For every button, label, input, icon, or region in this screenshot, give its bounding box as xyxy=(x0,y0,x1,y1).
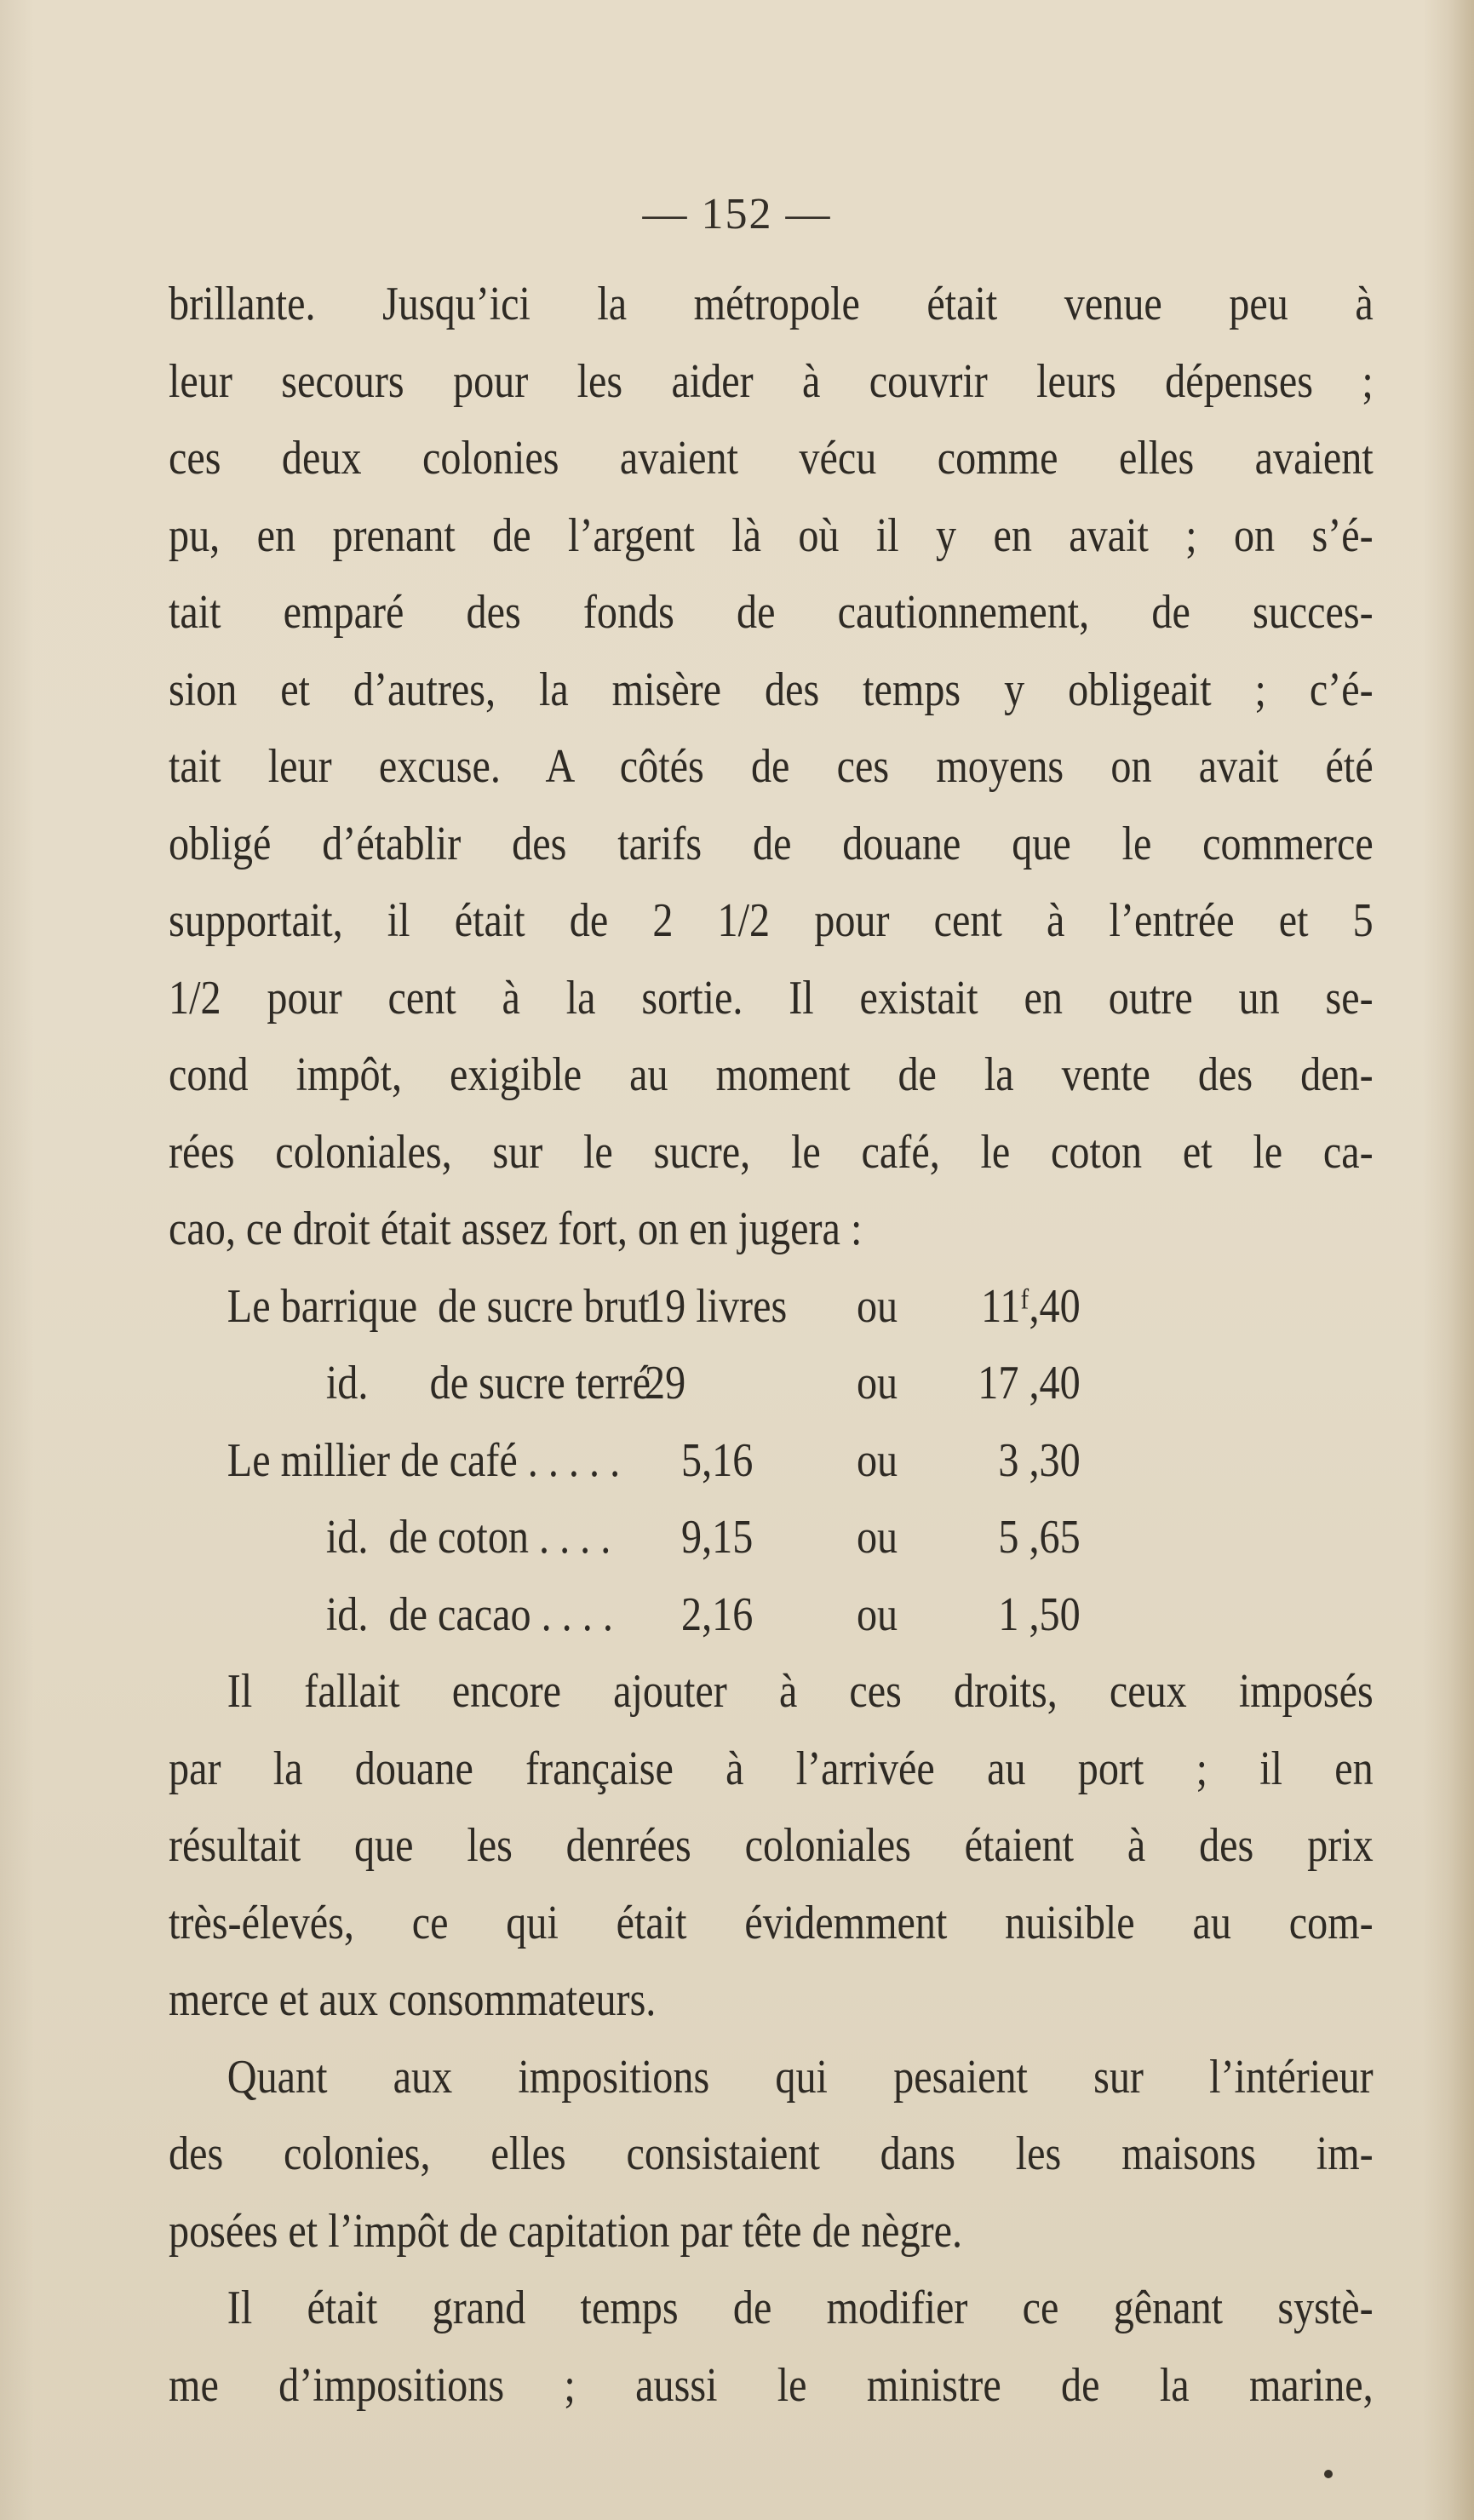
text-line: tait emparé des fonds de cautionnement, de succes- xyxy=(169,586,1374,639)
tariff-value: 17 ,40 xyxy=(978,1357,1081,1409)
tariff-label-product: de café . . . . . xyxy=(400,1433,621,1487)
text-line: Il fallait encore ajouter à ces droits, ceux imposés xyxy=(227,1665,1374,1718)
text-line: rées coloniales, sur le sucre, le café, le coton et le ca- xyxy=(169,1125,1374,1179)
tariff-quantity: 29 xyxy=(645,1357,686,1409)
tariff-quantity: 2,16 xyxy=(681,1587,754,1641)
text-line: résultait que les denrées coloniales étaient à des prix xyxy=(169,1819,1374,1872)
tariff-quantity: 9,15 xyxy=(681,1511,754,1564)
text-line: merce et aux consommateurs. xyxy=(169,1973,657,2026)
text-line: très-élevés, ce qui était évidemment nuisible au com- xyxy=(169,1896,1374,1949)
tariff-value: 11ᶠ,40 xyxy=(981,1279,1081,1333)
tariff-or: ou xyxy=(856,1433,898,1487)
tariff-or: ou xyxy=(856,1511,898,1564)
text-line: pu, en prenant de l’argent là où il y en avait ; on s’é- xyxy=(169,508,1374,562)
tariff-label xyxy=(169,1268,650,1346)
tariff-row xyxy=(169,1576,1374,1654)
text-line: Quant aux impositions qui pesaient sur l’intérieur xyxy=(227,2050,1374,2104)
paragraph-2 xyxy=(169,1653,1374,2039)
tariff-label-product: de cacao . . . . xyxy=(388,1587,613,1641)
tariff-label xyxy=(169,1576,622,1654)
tariff-label-unit: id. xyxy=(325,1587,369,1641)
tariff-row xyxy=(169,1268,1374,1346)
paragraph-1 xyxy=(169,266,1374,1268)
text-line: supportait, il était de 2 1/2 pour cent à l’entrée et 5 xyxy=(169,894,1374,947)
text-line: me d’impositions ; aussi le ministre de la marine, xyxy=(169,2358,1374,2412)
tariff-value: 3 ,30 xyxy=(998,1433,1081,1487)
tariff-label xyxy=(169,1422,622,1500)
tariff-label-unit: Le millier xyxy=(227,1433,391,1487)
text-line: tait leur excuse. A côtés de ces moyens on avait été xyxy=(169,740,1374,793)
tariff-label xyxy=(169,1499,622,1576)
tariff-label xyxy=(169,1345,651,1422)
tariff-label-product: de sucre terré xyxy=(429,1357,651,1409)
page-number: — 152 — xyxy=(642,190,832,238)
text-line: Il était grand temps de modifier ce gênant systè- xyxy=(227,2282,1374,2334)
body-text xyxy=(169,266,1374,2424)
tariff-label-unit: id. xyxy=(325,1511,369,1564)
text-line: cond impôt, exigible au moment de la vente des den- xyxy=(169,1048,1374,1101)
paragraph-4 xyxy=(169,2270,1374,2424)
text-line: ces deux colonies avaient vécu comme elles avaient xyxy=(169,432,1374,485)
ink-speck xyxy=(1324,2470,1333,2478)
text-line: brillante. Jusqu’ici la métropole était venue peu à xyxy=(169,278,1374,330)
text-line: des colonies, elles consistaient dans les maisons im- xyxy=(169,2127,1374,2180)
tariff-label-product: de coton . . . . xyxy=(388,1511,611,1564)
tariff-row xyxy=(169,1345,1374,1422)
tariff-label-unit: id. xyxy=(325,1357,369,1409)
paragraph-3 xyxy=(169,2039,1374,2270)
tariff-quantity: 5,16 xyxy=(681,1433,754,1487)
tariff-row xyxy=(169,1499,1374,1576)
tariff-label-unit: Le barrique xyxy=(227,1279,418,1333)
tariff-or: ou xyxy=(856,1279,898,1333)
tariff-row xyxy=(169,1422,1374,1500)
tariff-or: ou xyxy=(856,1587,898,1641)
text-line: obligé d’établir des tarifs de douane que le commerce xyxy=(169,817,1374,870)
text-line: cao, ce droit était assez fort, on en jugera : xyxy=(169,1203,863,1255)
tariff-quantity: 19 livres xyxy=(645,1279,788,1333)
tariff-value: 5 ,65 xyxy=(998,1511,1081,1564)
text-line: sion et d’autres, la misère des temps y obligeait ; c’é- xyxy=(169,663,1374,716)
text-line: 1/2 pour cent à la sortie. Il existait en outre un se- xyxy=(169,971,1374,1025)
text-line: posées et l’impôt de capitation par tête de nègre. xyxy=(169,2204,963,2258)
tariff-table xyxy=(169,1268,1374,1654)
text-line: leur secours pour les aider à couvrir leurs dépenses ; xyxy=(169,354,1374,408)
tariff-label-product: de sucre brut xyxy=(438,1279,650,1333)
tariff-or: ou xyxy=(856,1357,898,1409)
text-line: par la douane française à l’arrivée au port ; il en xyxy=(169,1742,1374,1795)
tariff-value: 1 ,50 xyxy=(998,1587,1081,1641)
